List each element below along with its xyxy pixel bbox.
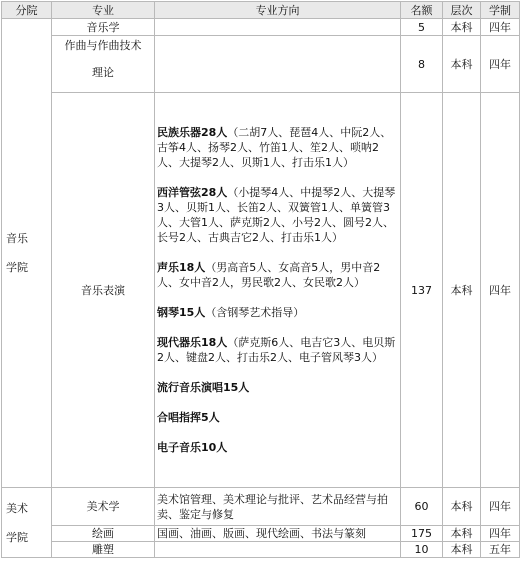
direction-cell: [155, 36, 401, 93]
major-cell: 美术学: [52, 488, 155, 526]
college-name-line2: 学院: [6, 530, 28, 544]
table-row: [2, 93, 520, 488]
college-name-line1: 音乐: [6, 232, 28, 245]
college-name-line2: 学院: [6, 261, 28, 274]
table-row: [2, 36, 520, 93]
quota-cell: 8: [401, 36, 443, 93]
direction-cell: 美术馆管理、美术理论与批评、艺术品经营与拍卖、鉴定与修复: [155, 488, 401, 526]
years-cell: 四年: [481, 526, 520, 542]
quota-cell: 10: [401, 542, 443, 558]
quota-cell: 60: [401, 488, 443, 526]
direction-section: [157, 125, 398, 170]
major-cell: 雕塑: [52, 542, 155, 558]
level-cell: 本科: [443, 488, 481, 526]
section-title: 流行音乐演唱15人: [157, 381, 250, 394]
direction-section: [157, 260, 398, 290]
direction-cell: [155, 542, 401, 558]
quota-cell: 137: [401, 93, 443, 488]
section-detail: （小提琴4人、中提琴2人、大提琴3人、贝斯1人、长笛2人、双簧管1人、单簧管3人、大管1人、萨克斯2人、小号2人、圆号2人、长号2人、古典吉它2人、打击乐1人）: [157, 186, 396, 244]
header-years: 学制: [481, 2, 520, 19]
college-name-line1: 美术: [6, 501, 28, 515]
section-title: 民族乐器28人: [157, 126, 228, 139]
section-detail: （萨克斯6人、电吉它3人、电贝斯2人、键盘2人、打击乐2人、电子管风琴3人）: [157, 336, 396, 364]
header-college: 分院: [2, 2, 52, 19]
direction-section: [157, 410, 398, 425]
major-line2: 理论: [92, 66, 114, 79]
header-major: 专业: [52, 2, 155, 19]
direction-section: [157, 185, 398, 245]
direction-section: [157, 380, 398, 395]
level-cell: 本科: [443, 93, 481, 488]
level-cell: 本科: [443, 19, 481, 36]
section-detail: （含钢琴艺术指导）: [205, 306, 305, 319]
enrollment-table: [1, 1, 520, 558]
section-title: 西洋管弦28人: [157, 186, 228, 199]
years-cell: 四年: [481, 19, 520, 36]
major-cell: 音乐学: [52, 19, 155, 36]
section-detail: （二胡7人、琵琶4人、中阮2人、古筝4人、扬琴2人、竹笛1人、笙2人、唢呐2人、大提琴2人、贝斯1人、打击乐1人）: [157, 126, 392, 169]
table-row: [2, 526, 520, 542]
years-cell: 五年: [481, 542, 520, 558]
header-quota: 名额: [401, 2, 443, 19]
years-cell: 四年: [481, 488, 520, 526]
years-cell: 四年: [481, 36, 520, 93]
college-art: [2, 488, 52, 558]
section-detail: （男高音5人、女高音5人，男中音2人、女中音2人，男民歌2人、女民歌2人）: [157, 261, 381, 289]
major-cell: 绘画: [52, 526, 155, 542]
direction-section: [157, 440, 398, 455]
header-level: 层次: [443, 2, 481, 19]
section-title: 现代器乐18人: [157, 336, 228, 349]
major-cell: 音乐表演: [52, 93, 155, 488]
table-row: [2, 488, 520, 526]
table-row: [2, 19, 520, 36]
header-direction: 专业方向: [155, 2, 401, 19]
section-title: 钢琴15人: [157, 306, 206, 319]
major-cell: [52, 36, 155, 93]
table-row: [2, 542, 520, 558]
direction-cell: [155, 93, 401, 488]
quota-cell: 175: [401, 526, 443, 542]
level-cell: 本科: [443, 542, 481, 558]
direction-cell: 国画、油画、版画、现代绘画、书法与篆刻: [155, 526, 401, 542]
section-title: 电子音乐10人: [157, 441, 228, 454]
header-row: [2, 2, 520, 19]
college-music: [2, 19, 52, 488]
quota-cell: 5: [401, 19, 443, 36]
direction-cell: [155, 19, 401, 36]
section-title: 合唱指挥5人: [157, 411, 220, 424]
years-cell: 四年: [481, 93, 520, 488]
direction-section: [157, 335, 398, 365]
major-line1: 作曲与作曲技术: [64, 39, 142, 52]
direction-section: [157, 305, 398, 320]
section-title: 声乐18人: [157, 261, 206, 274]
level-cell: 本科: [443, 526, 481, 542]
level-cell: 本科: [443, 36, 481, 93]
